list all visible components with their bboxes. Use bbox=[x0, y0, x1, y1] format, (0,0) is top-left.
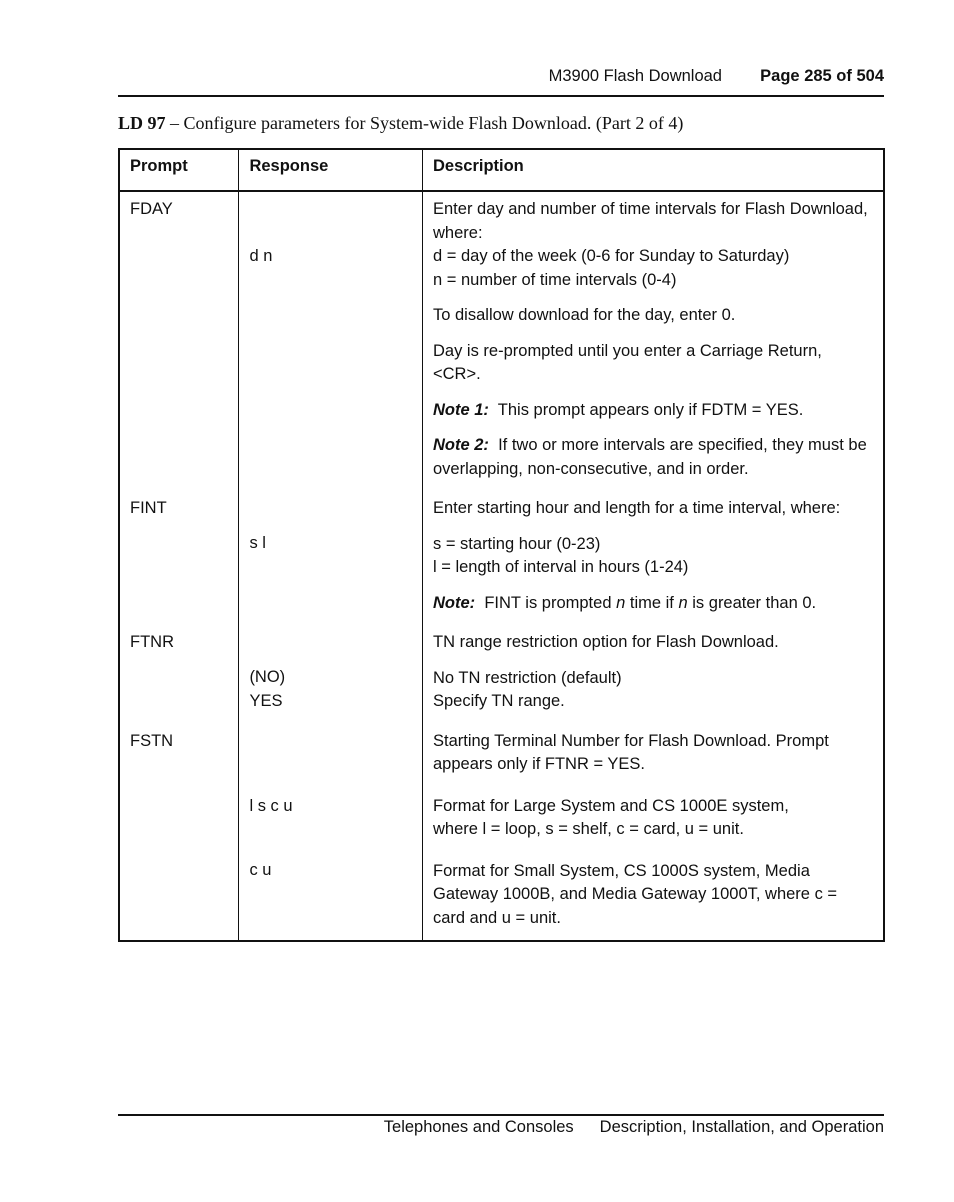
description-cell bbox=[423, 487, 885, 621]
note bbox=[433, 592, 873, 616]
header-title: M3900 Flash Download bbox=[548, 67, 722, 85]
prompt-ftnr: FTNR bbox=[130, 633, 174, 651]
prompt-cell bbox=[119, 191, 239, 487]
footer-right: Description, Installation, and Operation bbox=[599, 1118, 884, 1136]
table-header-row bbox=[119, 149, 884, 191]
note-text: time if bbox=[629, 593, 674, 612]
note-var-n: n bbox=[678, 593, 688, 612]
description-text: n = number of time intervals (0-4) bbox=[433, 270, 677, 289]
description-text: Day is re-prompted until you enter a Carriage Return, <CR>. bbox=[433, 341, 822, 383]
response-cell bbox=[239, 621, 423, 720]
description-text: where l = loop, s = shelf, c = card, u = unit. bbox=[433, 820, 744, 838]
prompt-fint: FINT bbox=[130, 499, 167, 517]
column-header-description: Description bbox=[423, 149, 885, 191]
response-s-l: s l bbox=[249, 534, 266, 552]
description-text: Format for Small System, CS 1000S system, Media Gateway 1000B, and Media Gateway 1000T, where c = card and u = unit. bbox=[433, 861, 838, 927]
description-text: Format for Large System and CS 1000E system, bbox=[433, 796, 789, 815]
response-cell bbox=[239, 191, 423, 487]
response-cell bbox=[239, 487, 423, 621]
note-label: Note: bbox=[433, 593, 476, 612]
description-text: d = day of the week (0-6 for Sunday to Saturday) bbox=[433, 247, 790, 265]
note-text: If two or more intervals are specified, they must be overlapping, non-consecutive, and in order. bbox=[433, 436, 867, 478]
response-d-n: d n bbox=[249, 247, 273, 265]
table-row-fday bbox=[119, 191, 884, 487]
description-text: To disallow download for the day, enter 0. bbox=[433, 306, 736, 324]
table-row-ftnr bbox=[119, 621, 884, 720]
column-header-response: Response bbox=[239, 149, 423, 191]
parameters-table bbox=[118, 148, 885, 942]
prompt-fday: FDAY bbox=[130, 200, 173, 218]
page-header bbox=[118, 64, 884, 97]
description-cell bbox=[423, 191, 885, 487]
note-text: is greater than 0. bbox=[692, 593, 817, 612]
prompt-cell bbox=[119, 621, 239, 720]
description-text: l = length of interval in hours (1-24) bbox=[433, 558, 689, 576]
description-cell bbox=[423, 621, 885, 720]
note-label: Note 1: bbox=[433, 400, 489, 419]
header-page-number: Page 285 of 504 bbox=[760, 67, 884, 85]
table-caption bbox=[118, 113, 683, 134]
page-footer bbox=[384, 1118, 884, 1137]
response-no: (NO) bbox=[249, 668, 286, 686]
caption-bold: LD 97 bbox=[118, 113, 166, 133]
description-text: Enter day and number of time intervals for Flash Download, where: bbox=[433, 200, 868, 242]
table-row-fint bbox=[119, 487, 884, 621]
response-c-u: c u bbox=[249, 861, 272, 879]
note-1 bbox=[433, 399, 873, 423]
response-yes: YES bbox=[249, 691, 283, 710]
caption-text: – Configure parameters for System-wide Flash Download. (Part 2 of 4) bbox=[165, 113, 684, 133]
note-text: This prompt appears only if FDTM = YES. bbox=[497, 400, 804, 419]
prompt-cell bbox=[119, 487, 239, 621]
description-text: Starting Terminal Number for Flash Download. Prompt appears only if FTNR = YES. bbox=[433, 731, 829, 773]
response-l-s-c-u: l s c u bbox=[249, 796, 293, 815]
note-2 bbox=[433, 434, 873, 481]
description-text: TN range restriction option for Flash Download. bbox=[433, 633, 779, 651]
description-text: s = starting hour (0-23) bbox=[433, 534, 601, 553]
note-var-n: n bbox=[616, 593, 626, 612]
prompt-fstn: FSTN bbox=[130, 731, 174, 750]
column-header-prompt: Prompt bbox=[119, 149, 239, 191]
description-text: No TN restriction (default) bbox=[433, 668, 622, 687]
footer-left: Telephones and Consoles bbox=[383, 1118, 574, 1136]
note-text: FINT is prompted bbox=[484, 593, 612, 612]
description-text: Specify TN range. bbox=[433, 692, 565, 710]
description-text: Enter starting hour and length for a time interval, where: bbox=[433, 499, 841, 517]
note-label: Note 2: bbox=[433, 436, 489, 454]
prompt-cell bbox=[119, 720, 239, 942]
description-cell bbox=[423, 720, 885, 942]
response-cell bbox=[239, 720, 423, 942]
footer-divider bbox=[118, 1114, 884, 1116]
table-row-fstn bbox=[119, 720, 884, 942]
